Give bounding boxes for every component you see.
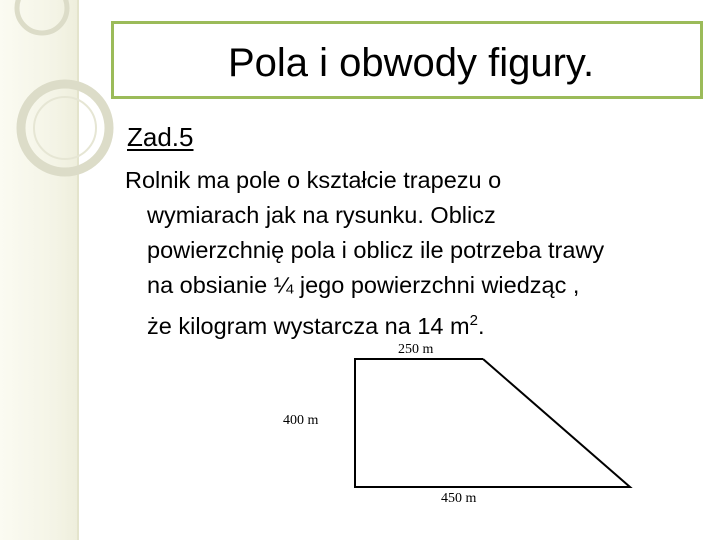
bottom-side-label: 450 m [441, 491, 477, 506]
task-line-4: na obsianie ¼ jego powierzchni wiedząc , [147, 272, 580, 298]
unit-exponent: 2 [469, 312, 478, 329]
task-line-5-end: . [477, 312, 485, 339]
task-label: Zad.5 [127, 122, 194, 152]
task-line-2: wymiarach jak na rysunku. Oblicz [147, 202, 496, 228]
top-side-label: 250 m [398, 342, 434, 357]
task-line-3: powierzchnię pola i oblicz ile potrzeba trawy [147, 237, 605, 263]
height-label: 400 m [283, 413, 319, 428]
task-line-1: Rolnik ma pole o kształcie trapezu o [125, 167, 502, 193]
trapezoid-shape [355, 359, 630, 487]
page-title: Pola i obwody figury. [227, 40, 595, 85]
task-line-5-text: że kilogram wystarcza na 14 m [147, 312, 470, 339]
